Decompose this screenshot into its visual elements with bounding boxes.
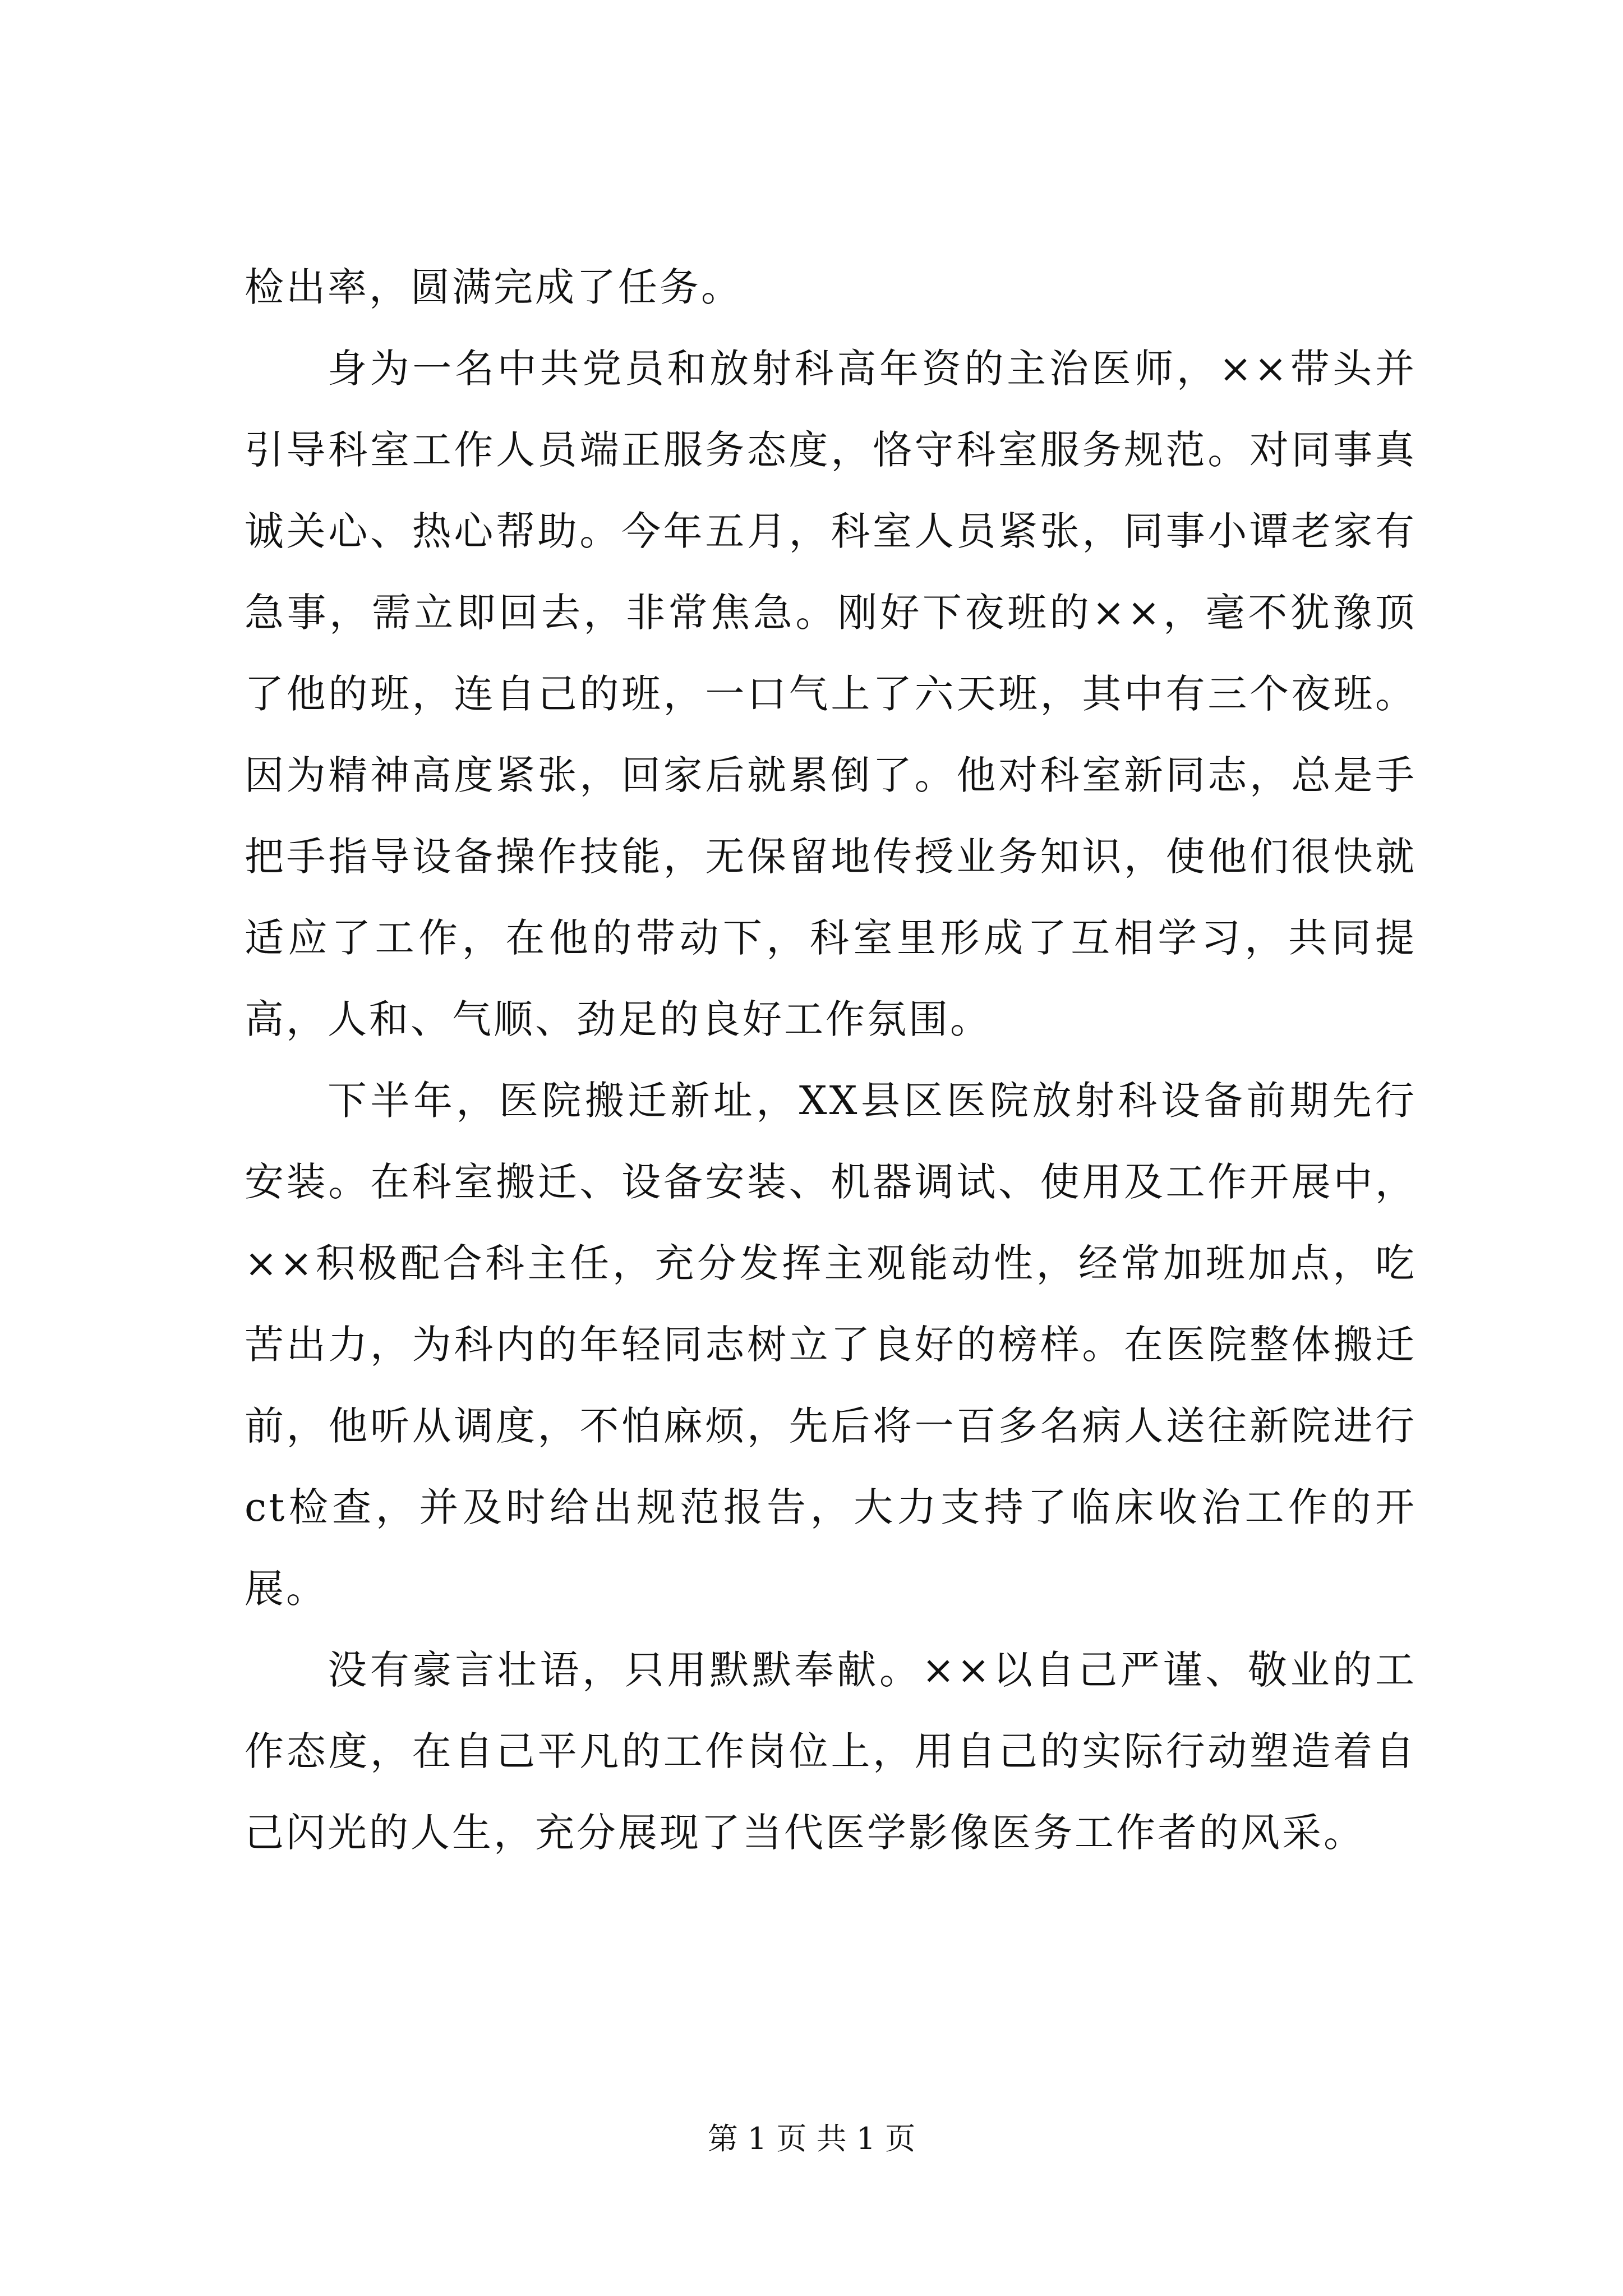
page-footer: 第 1 页 共 1 页 [707,2121,916,2156]
paragraph-3: 下半年，医院搬迁新址，XX县区医院放射科设备前期先行安装。在科室搬迁、设备安装、机器调试、使用及工作开展中，××积极配合科主任，充分发挥主观能动性，经常加班加点，吃苦出力，为科内的年轻同志树立了良好的榜样。在医院整体搬迁前，他听从调度，不怕麻烦，先后将一百多名病人送往新院进行ct检查，并及时给出规范报告，大力支持了临床收治工作的开展。 [245,1078,1417,1612]
paragraph-2: 身为一名中共党员和放射科高年资的主治医师，××带头并引导科室工作人员端正服务态度，恪守科室服务规范。对同事真诚关心、热心帮助。今年五月，科室人员紧张，同事小谭老家有急事，需立即回去，非常焦急。刚好下夜班的××，毫不犹豫顶了他的班，连自己的班，一口气上了六天班，其中有三个夜班。因为精神高度紧张，回家后就累倒了。他对科室新同志，总是手把手指导设备操作技能，无保留地传授业务知识，使他们很快就适应了工作，在他的带动下，科室里形成了互相学习，共同提高，人和、气顺、劲足的良好工作氛围。 [245,346,1417,1042]
document-body [245,247,1417,1874]
paragraph-1: 检出率，圆满完成了任务。 [245,264,743,310]
paragraph-4: 没有豪言壮语，只用默默奉献。××以自己严谨、敬业的工作态度，在自己平凡的工作岗位上，用自己的实际行动塑造着自己闪光的人生，充分展现了当代医学影像医务工作者的风采。 [245,1647,1417,1856]
